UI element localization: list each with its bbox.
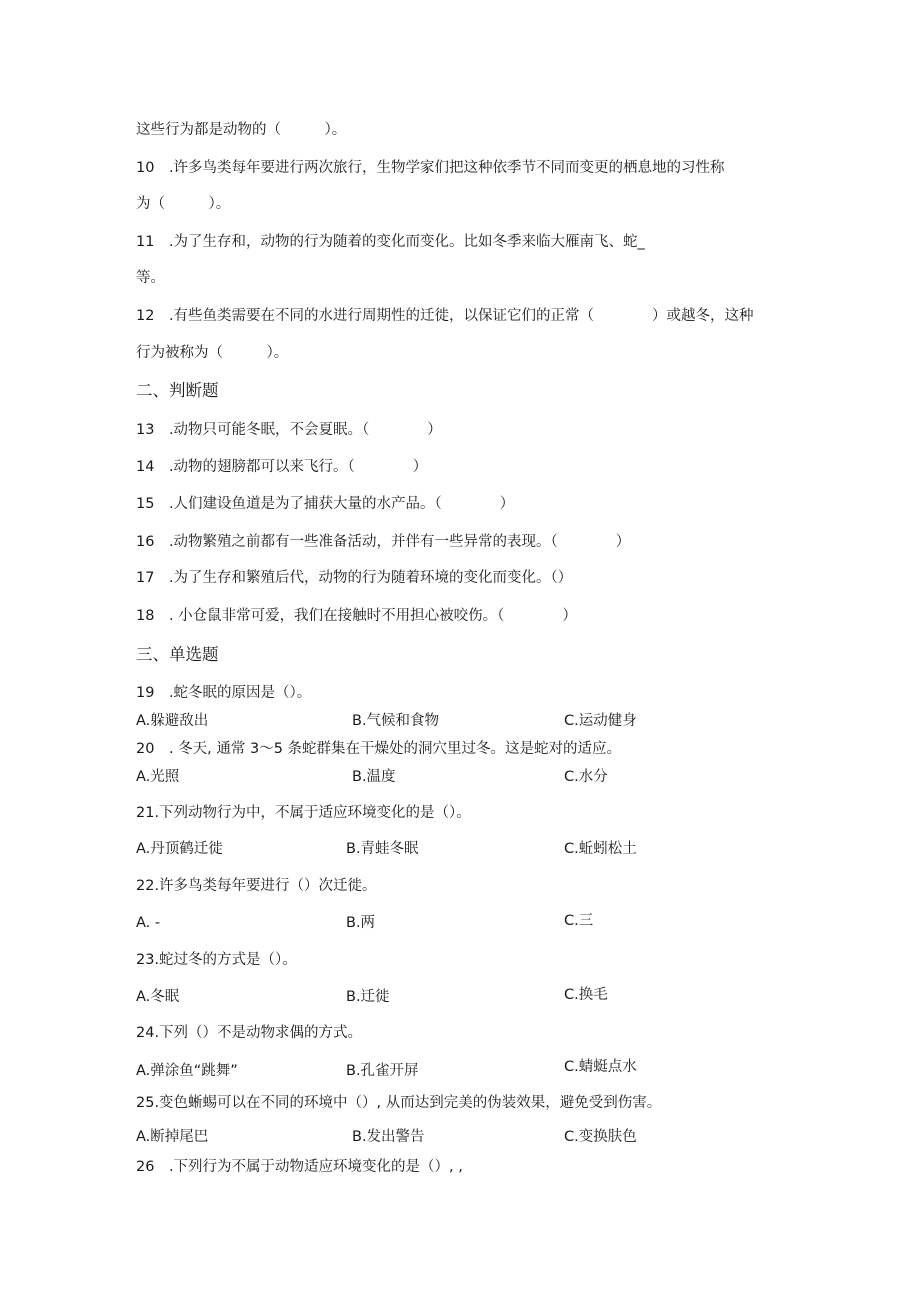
question-12-line-2: 行为被称为（ ）。 bbox=[136, 345, 289, 361]
section-heading-judgment: 二、判断题 bbox=[136, 381, 219, 400]
q24-option-b: B.孔雀开屏 bbox=[346, 1063, 419, 1079]
q19-option-a: A.躲避敌出 bbox=[136, 713, 209, 729]
question-14: 14 .动物的翅膀都可以来飞行。（ ） bbox=[136, 459, 428, 475]
q19-option-b: B.气候和食物 bbox=[352, 713, 440, 729]
question-11-line-1: 11 .为了生存和，动物的行为随着的变化而变化。比如冬季来临大雁南飞、蛇_ bbox=[136, 234, 645, 250]
question-22: 22.许多鸟类每年要进行（）次迁徙。 bbox=[136, 878, 377, 894]
q25-option-c: C.变换肤色 bbox=[564, 1129, 637, 1145]
question-20: 20 . 冬天, 通常 3～5 条蛇群集在干燥处的洞穴里过冬。这是蛇对的适应。 bbox=[136, 741, 622, 757]
q21-option-a: A.丹顶鹤迁徙 bbox=[136, 841, 223, 857]
question-11-line-2: 等。 bbox=[136, 270, 165, 286]
question-12-line-1: 12 .有些鱼类需要在不同的水进行周期性的迁徙，以保证它们的正常（ ）或越冬，这种 bbox=[136, 308, 754, 324]
q24-option-a: A.弹涂鱼“跳舞” bbox=[136, 1063, 238, 1079]
q24-option-c: C.蜻蜓点水 bbox=[564, 1059, 637, 1075]
question-10-line-2: 为（ ）。 bbox=[136, 196, 231, 212]
q19-option-c: C.运动健身 bbox=[564, 713, 637, 729]
q22-option-c: C.三 bbox=[564, 913, 594, 929]
question-10-line-1: 10 .许多鸟类每年要进行两次旅行，生物学家们把这种依季节不同而变更的栖息地的习性称 bbox=[136, 160, 725, 176]
question-23: 23.蛇过冬的方式是（）。 bbox=[136, 952, 297, 968]
question-16: 16 .动物繁殖之前都有一些准备活动，并伴有一些异常的表现。（ ） bbox=[136, 534, 631, 550]
q25-option-a: A.断掉尾巴 bbox=[136, 1129, 209, 1145]
q20-option-c: C.水分 bbox=[564, 769, 608, 785]
q23-option-b: B.迁徙 bbox=[346, 989, 390, 1005]
question-13: 13 .动物只可能冬眠，不会夏眠。（ ） bbox=[136, 422, 442, 438]
section-heading-single-choice: 三、单选题 bbox=[136, 645, 219, 664]
q22-option-a: A. - bbox=[136, 915, 161, 931]
question-9-continuation: 这些行为都是动物的（ ）。 bbox=[136, 122, 347, 138]
q23-option-c: C.换毛 bbox=[564, 987, 608, 1003]
q25-option-b: B.发出警告 bbox=[352, 1129, 425, 1145]
question-15: 15 .人们建设鱼道是为了捕获大量的水产品。（ ） bbox=[136, 496, 515, 512]
question-26: 26 .下列行为不属于动物适应环境变化的是（）, , bbox=[136, 1159, 463, 1175]
question-25: 25.变色蜥蜴可以在不同的环境中（）, 从而达到完美的伪装效果，避免受到伤害。 bbox=[136, 1095, 662, 1111]
question-18: 18 . 小仓鼠非常可爱，我们在接触时不用担心被咬伤。（ ） bbox=[136, 608, 577, 624]
q23-option-a: A.冬眠 bbox=[136, 989, 180, 1005]
q21-option-b: B.青蛙冬眠 bbox=[346, 841, 419, 857]
question-19: 19 .蛇冬眠的原因是（）。 bbox=[136, 685, 312, 701]
question-24: 24.下列（）不是动物求偶的方式。 bbox=[136, 1025, 363, 1041]
question-21: 21.下列动物行为中，不属于适应环境变化的是（）。 bbox=[136, 805, 471, 821]
q21-option-c: C.蚯蚓松土 bbox=[564, 841, 637, 857]
q22-option-b: B.两 bbox=[346, 915, 376, 931]
q20-option-a: A.光照 bbox=[136, 769, 180, 785]
q20-option-b: B.温度 bbox=[352, 769, 396, 785]
question-17: 17 .为了生存和繁殖后代，动物的行为随着环境的变化而变化。（） bbox=[136, 570, 573, 586]
